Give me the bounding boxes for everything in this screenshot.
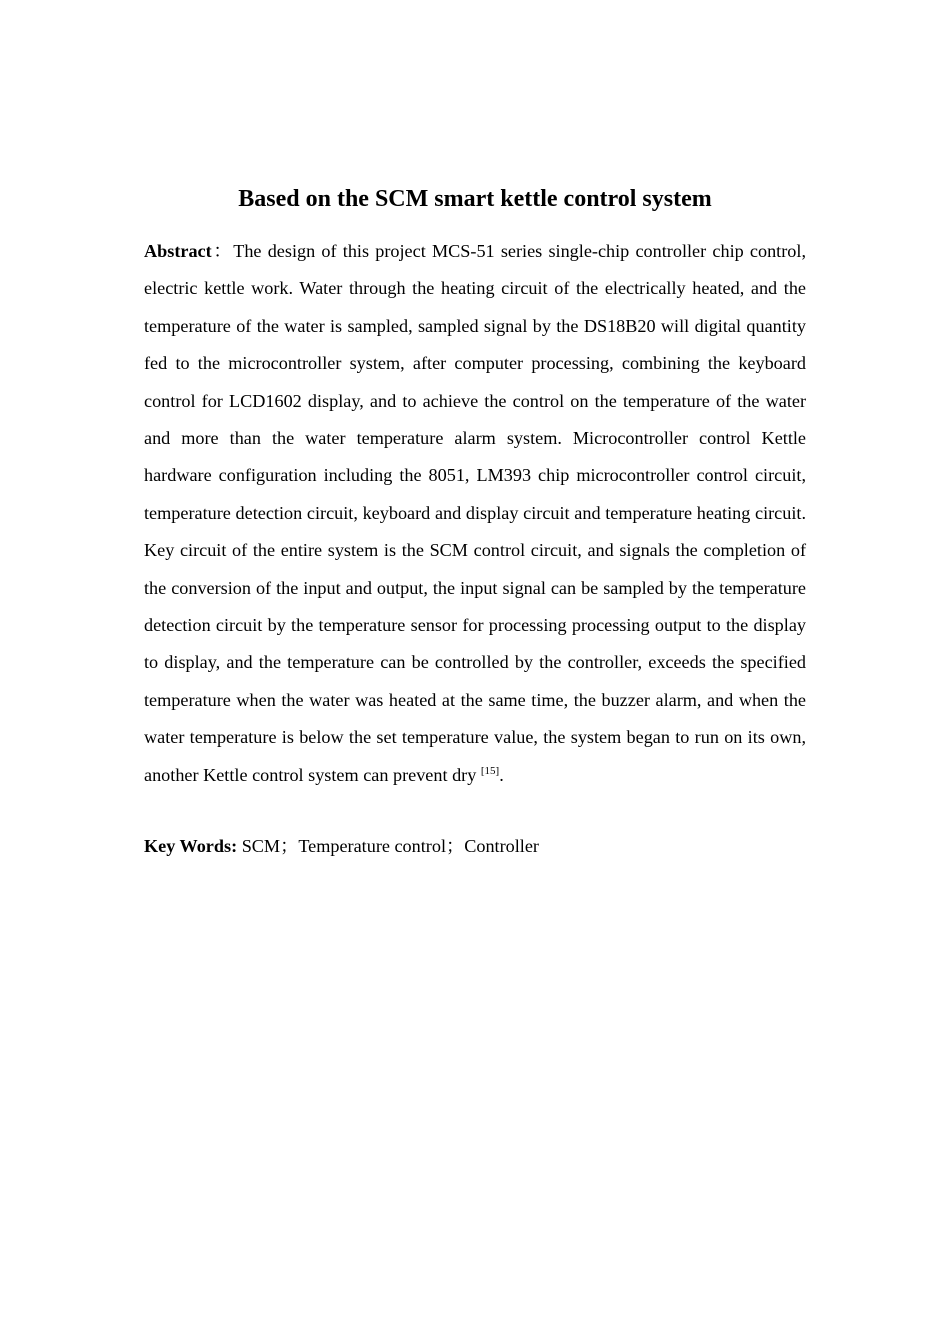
abstract-text: The design of this project MCS-51 series single-chip controller chip control, electric kettle work. Water through the heating circuit of the electrically heated, and the temperature of the water is sampled, sampled signal by the DS18B20 will digital quantity fed to the microcontroller system, after computer processing, combining the keyboard control for LCD1602 display, and to achieve the control on the temperature of the water and more than the water temperature alarm system. Microcontroller control Kettle hardware configuration including the 8051, LM393 chip microcontroller control circuit, temperature detection circuit, keyboard and display circuit and temperature heating circuit. Key circuit of the entire system is the SCM control circuit, and signals the completion of the conversion of the input and output, the input signal can be sampled by the temperature detection circuit by the temperature sensor for processing processing output to the display to display, and the temperature can be controlled by the controller, exceeds the specified temperature when the water was heated at the same time, the buzzer alarm, and when the water temperature is below the set temperature value, the system began to run on its own, another Kettle control system can prevent dry: [144, 241, 806, 785]
keywords-label: Key Words:: [144, 836, 238, 856]
abstract-label: Abstract: [144, 241, 212, 261]
keyword-item: SCM: [241, 836, 281, 856]
abstract-end: .: [499, 764, 504, 785]
paper-title: Based on the SCM smart kettle control system: [238, 186, 712, 212]
keyword-item: Controller: [464, 836, 539, 856]
abstract-separator: ：: [211, 241, 234, 261]
keyword-separator: ；: [446, 836, 465, 856]
keyword-item: Temperature control: [298, 836, 447, 856]
keyword-separator: ；: [280, 836, 299, 856]
abstract-paragraph: [144, 233, 806, 794]
citation-reference[interactable]: [15]: [480, 764, 500, 777]
keywords-line: [144, 831, 806, 861]
